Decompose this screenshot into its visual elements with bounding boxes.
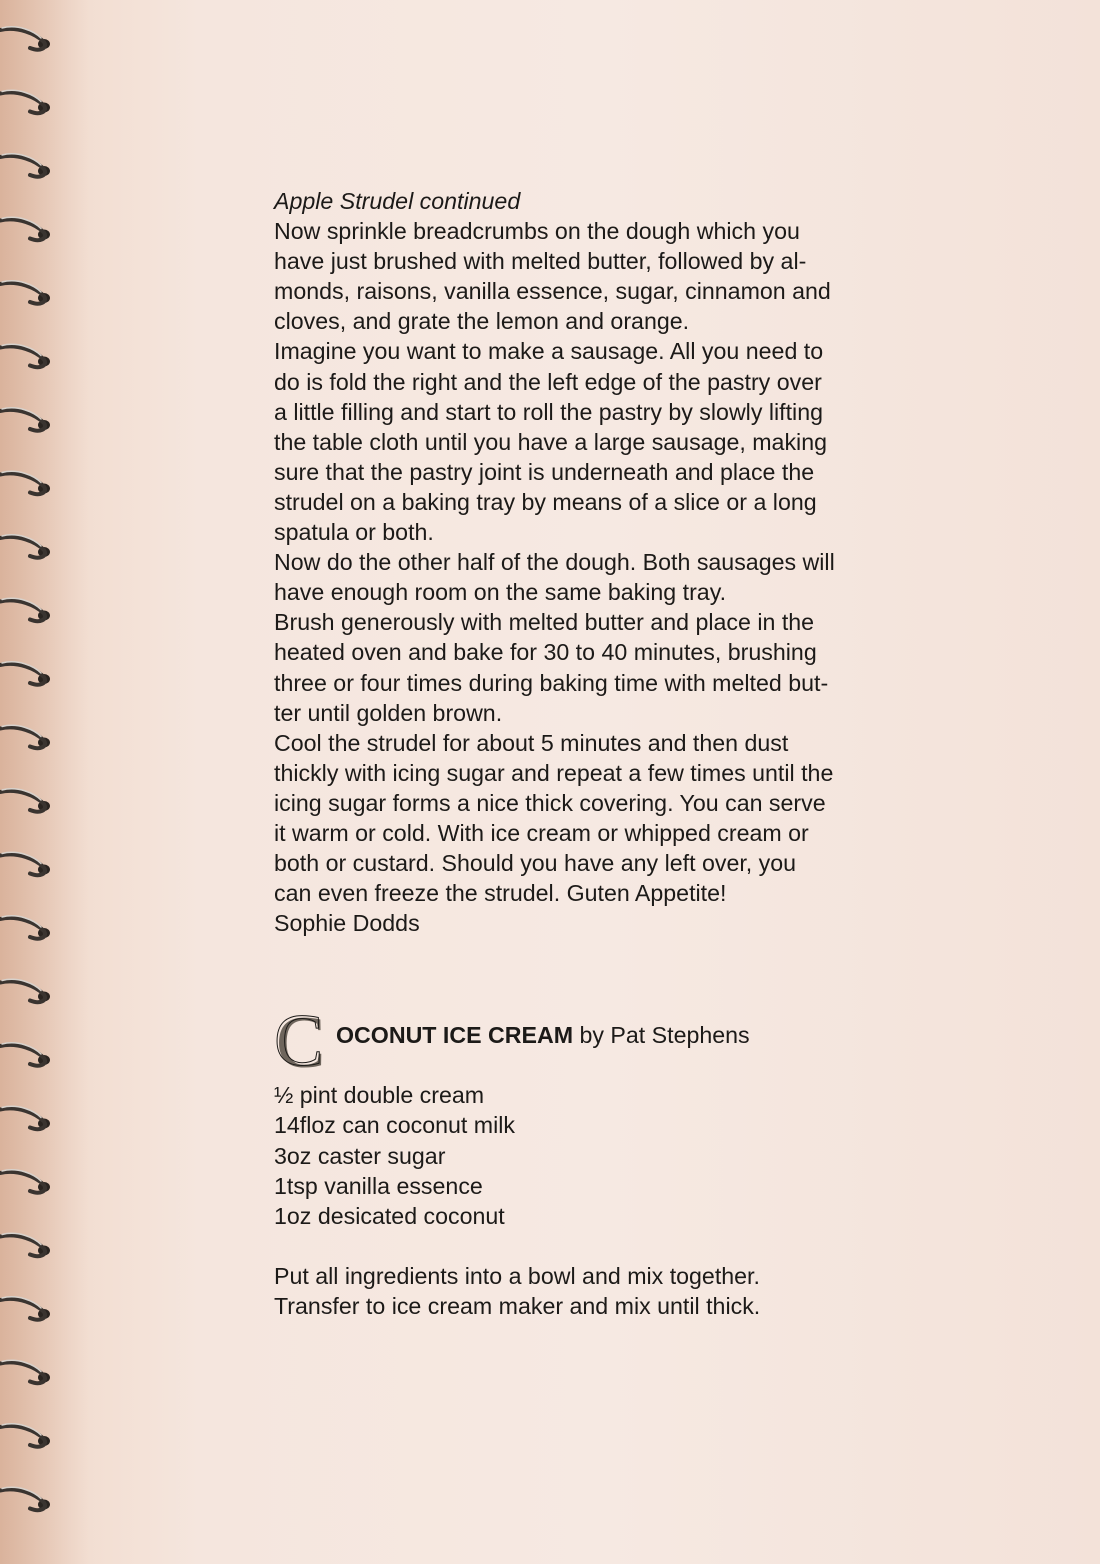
method-line: Put all ingredients into a bowl and mix together. (274, 1262, 760, 1289)
binding-coil (0, 662, 50, 685)
binding-coil (0, 27, 50, 50)
text-line: thickly with icing sugar and repeat a few times until the (274, 759, 834, 786)
binding-coil (0, 90, 50, 113)
text-line: Now sprinkle breadcrumbs on the dough which you (274, 218, 800, 245)
text-line: strudel on a baking tray by means of a slice or a long (274, 488, 817, 515)
binding-coil (0, 1170, 50, 1193)
recipe-title (336, 1020, 750, 1050)
binding-coil (0, 725, 50, 748)
text-line: cloves, and grate the lemon and orange. (274, 308, 690, 335)
ingredient-item: 1oz desicated coconut (274, 1202, 505, 1229)
text-line: can even freeze the strudel. Guten Appetite! (274, 880, 727, 907)
binding-coil (0, 1233, 50, 1256)
binding-coil (0, 1487, 50, 1510)
text-line: spatula or both. (274, 519, 434, 546)
text-line: the table cloth until you have a large sausage, making (274, 428, 827, 455)
binding-coil (0, 916, 50, 939)
binding-coil (0, 598, 50, 621)
text-line: sure that the pastry joint is underneath and place the (274, 458, 815, 485)
recipe-author: by Pat Stephens (579, 1022, 750, 1049)
author-signature: Sophie Dodds (274, 910, 420, 937)
ingredient-item: 14floz can coconut milk (274, 1112, 516, 1139)
drop-cap-letter: C (274, 1000, 324, 1083)
binding-coil (0, 1043, 50, 1066)
text-line: do is fold the right and the left edge of the pastry over (274, 368, 822, 395)
binding-coil (0, 217, 50, 240)
text-line: monds, raisons, vanilla essence, sugar, cinnamon and (274, 278, 831, 305)
text-line: heated oven and bake for 30 to 40 minutes, brushing (274, 639, 817, 666)
text-line: both or custard. Should you have any left over, you (274, 850, 797, 877)
binding-coil (0, 1106, 50, 1129)
binding-coil (0, 154, 50, 177)
text-line: it warm or cold. With ice cream or whipped cream or (274, 819, 809, 846)
binding-coil (0, 471, 50, 494)
text-line: three or four times during baking time with melted but- (274, 669, 829, 696)
binding-coil (0, 1360, 50, 1383)
text-line: a little filling and start to roll the pastry by slowly lifting (274, 398, 824, 425)
binding-coil (0, 852, 50, 875)
text-line: icing sugar forms a nice thick covering. You can serve (274, 789, 826, 816)
text-line: have just brushed with melted butter, followed by al- (274, 248, 807, 275)
text-line: Imagine you want to make a sausage. All you need to (274, 338, 824, 365)
continued-title: Apple Strudel continued (274, 188, 521, 214)
spiral-binding (0, 0, 70, 1564)
page-content (274, 186, 914, 1321)
ingredient-item: 3oz caster sugar (274, 1142, 446, 1169)
binding-coil (0, 408, 50, 431)
binding-coil (0, 789, 50, 812)
coconut-ice-cream-section (274, 1000, 914, 1321)
ingredient-item: 1tsp vanilla essence (274, 1172, 483, 1199)
method-text (274, 1261, 914, 1321)
strudel-text (274, 216, 914, 938)
ingredients-list (274, 1080, 914, 1230)
text-line: ter until golden brown. (274, 699, 503, 726)
binding-coil (0, 281, 50, 304)
binding-coil (0, 979, 50, 1002)
recipe-title-text: OCONUT ICE CREAM (336, 1022, 574, 1049)
text-line: Brush generously with melted butter and place in the (274, 609, 815, 636)
recipe-heading (274, 1000, 914, 1083)
text-line: Now do the other half of the dough. Both sausages will (274, 549, 835, 576)
binding-coil (0, 1424, 50, 1447)
ingredient-item: ½ pint double cream (274, 1082, 485, 1109)
apple-strudel-section (274, 186, 914, 938)
binding-coil (0, 1297, 50, 1320)
binding-coil (0, 535, 50, 558)
method-line: Transfer to ice cream maker and mix until thick. (274, 1292, 761, 1319)
text-line: have enough room on the same baking tray. (274, 579, 727, 606)
binding-coil (0, 344, 50, 367)
text-line: Cool the strudel for about 5 minutes and then dust (274, 729, 789, 756)
